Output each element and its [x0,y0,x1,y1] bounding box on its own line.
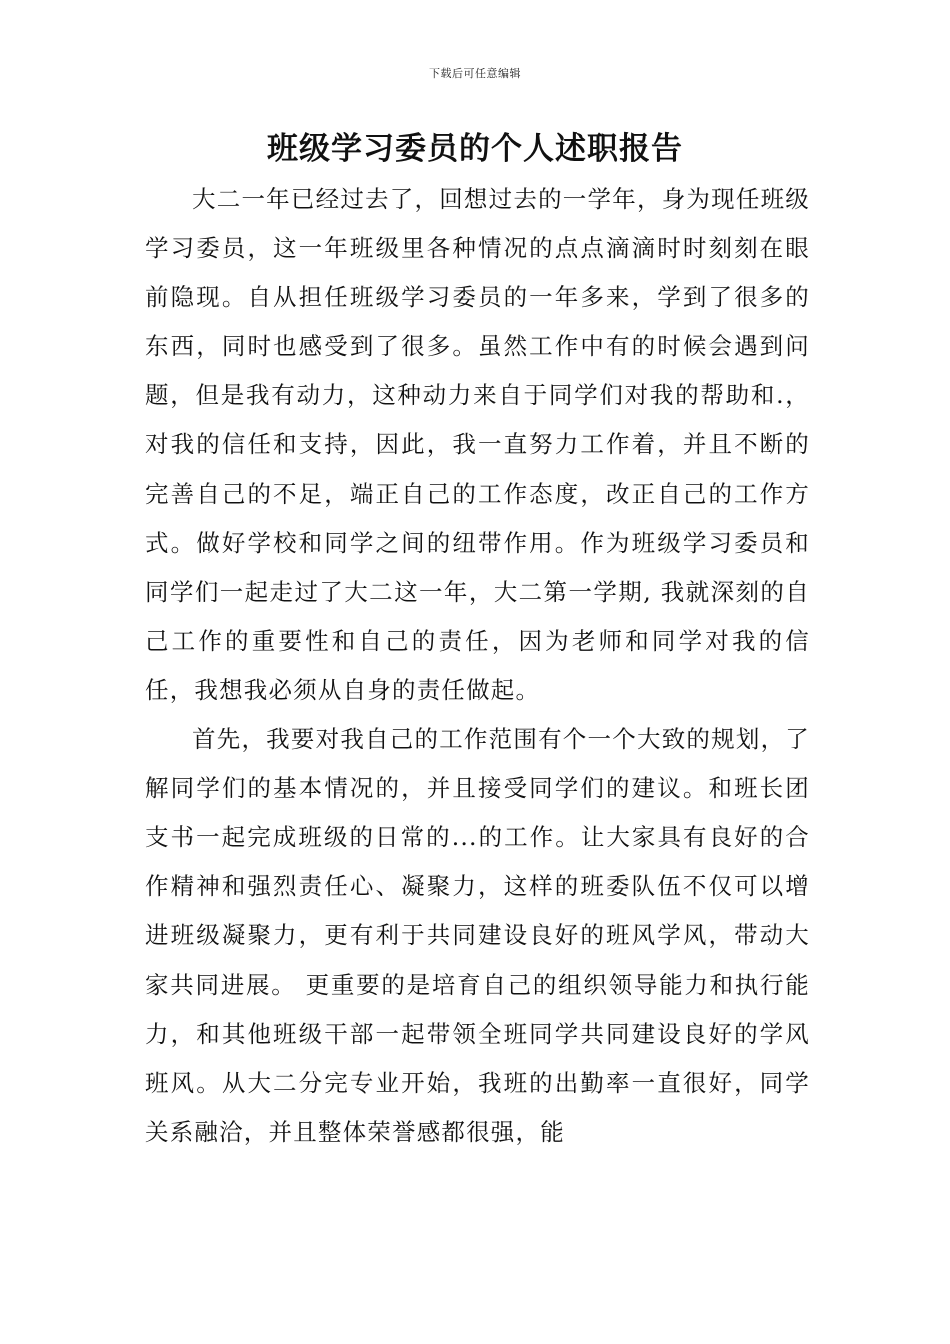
header-note: 下载后可任意编辑 [429,67,521,80]
paragraph-2: 首先，我要对我自己的工作范围有个一个大致的规划，了解同学们的基本情况的，并且接受同学们的建议。和班长团支书一起完成班级的日常的...的工作。让大家具有良好的合作精神和强烈责任心、凝聚力，这样的班委队伍不仅可以增进班级凝聚力，更有利于共同建设良好的班风学风，带动大家共同进展。 更重要的是培育自己的组织领导能力和执行能力，和其他班级干部一起带领全班同学共同建设良好的学风班风。从大二分完专业开始，我班的出勤率一直很好，同学关系融洽，并且整体荣誉感都很强，能 [145,725,810,1146]
document-title: 班级学习委员的个人述职报告 [267,131,683,167]
paragraph-1: 大二一年已经过去了，回想过去的一学年，身为现任班级学习委员，这一年班级里各种情况的点点滴滴时时刻刻在眼前隐现。自从担任班级学习委员的一年多来，学到了很多的东西，同时也感受到了很多。虽然工作中有的时候会遇到问题，但是我有动力，这种动力来自于同学们对我的帮助和.，对我的信任和支持，因此，我一直努力工作着，并且不断的完善自己的不足，端正自己的工作态度，改正自己的工作方式。做好学校和同学之间的纽带作用。作为班级学习委员和同学们一起走过了大二这一年，大二第一学期, 我就深刻的自己工作的重要性和自己的责任，因为老师和同学对我的信任，我想我必须从自身的责任做起。 [145,185,810,704]
document-body [145,175,810,1157]
